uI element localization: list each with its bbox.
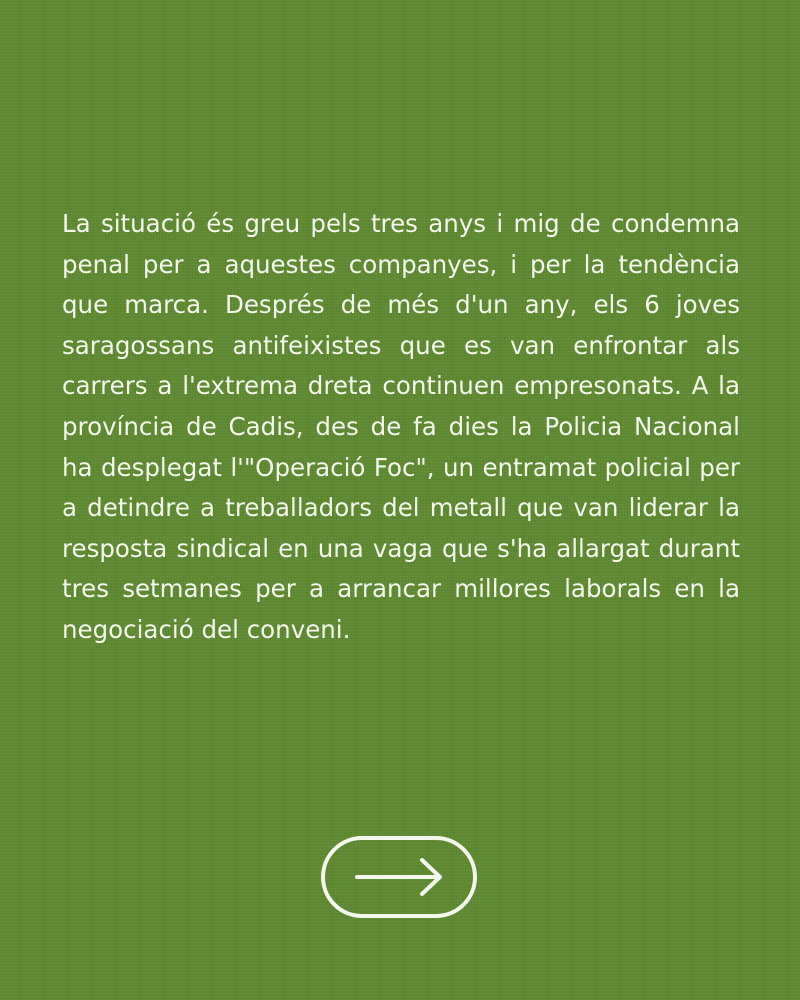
arrow-right-icon: [349, 852, 449, 902]
next-button[interactable]: [321, 836, 477, 918]
body-paragraph: La situació és greu pels tres anys i mig de condemna penal per a aquestes companyes, i per la tendència que marca. Després de més d'un any, els 6 joves saragossans antifeixistes que es van enfrontar als carrers a l'extrema dreta continuen empresonats. A la província de Cadis, des de fa dies la Policia Nacional ha desplegat l'"Operació Foc", un entramat policial per a detindre a treballadors del metall que van liderar la resposta sindical en una vaga que s'ha allargat durant tres setmanes per a arrancar millores laborals en la negociació del conveni.: [62, 209, 740, 644]
